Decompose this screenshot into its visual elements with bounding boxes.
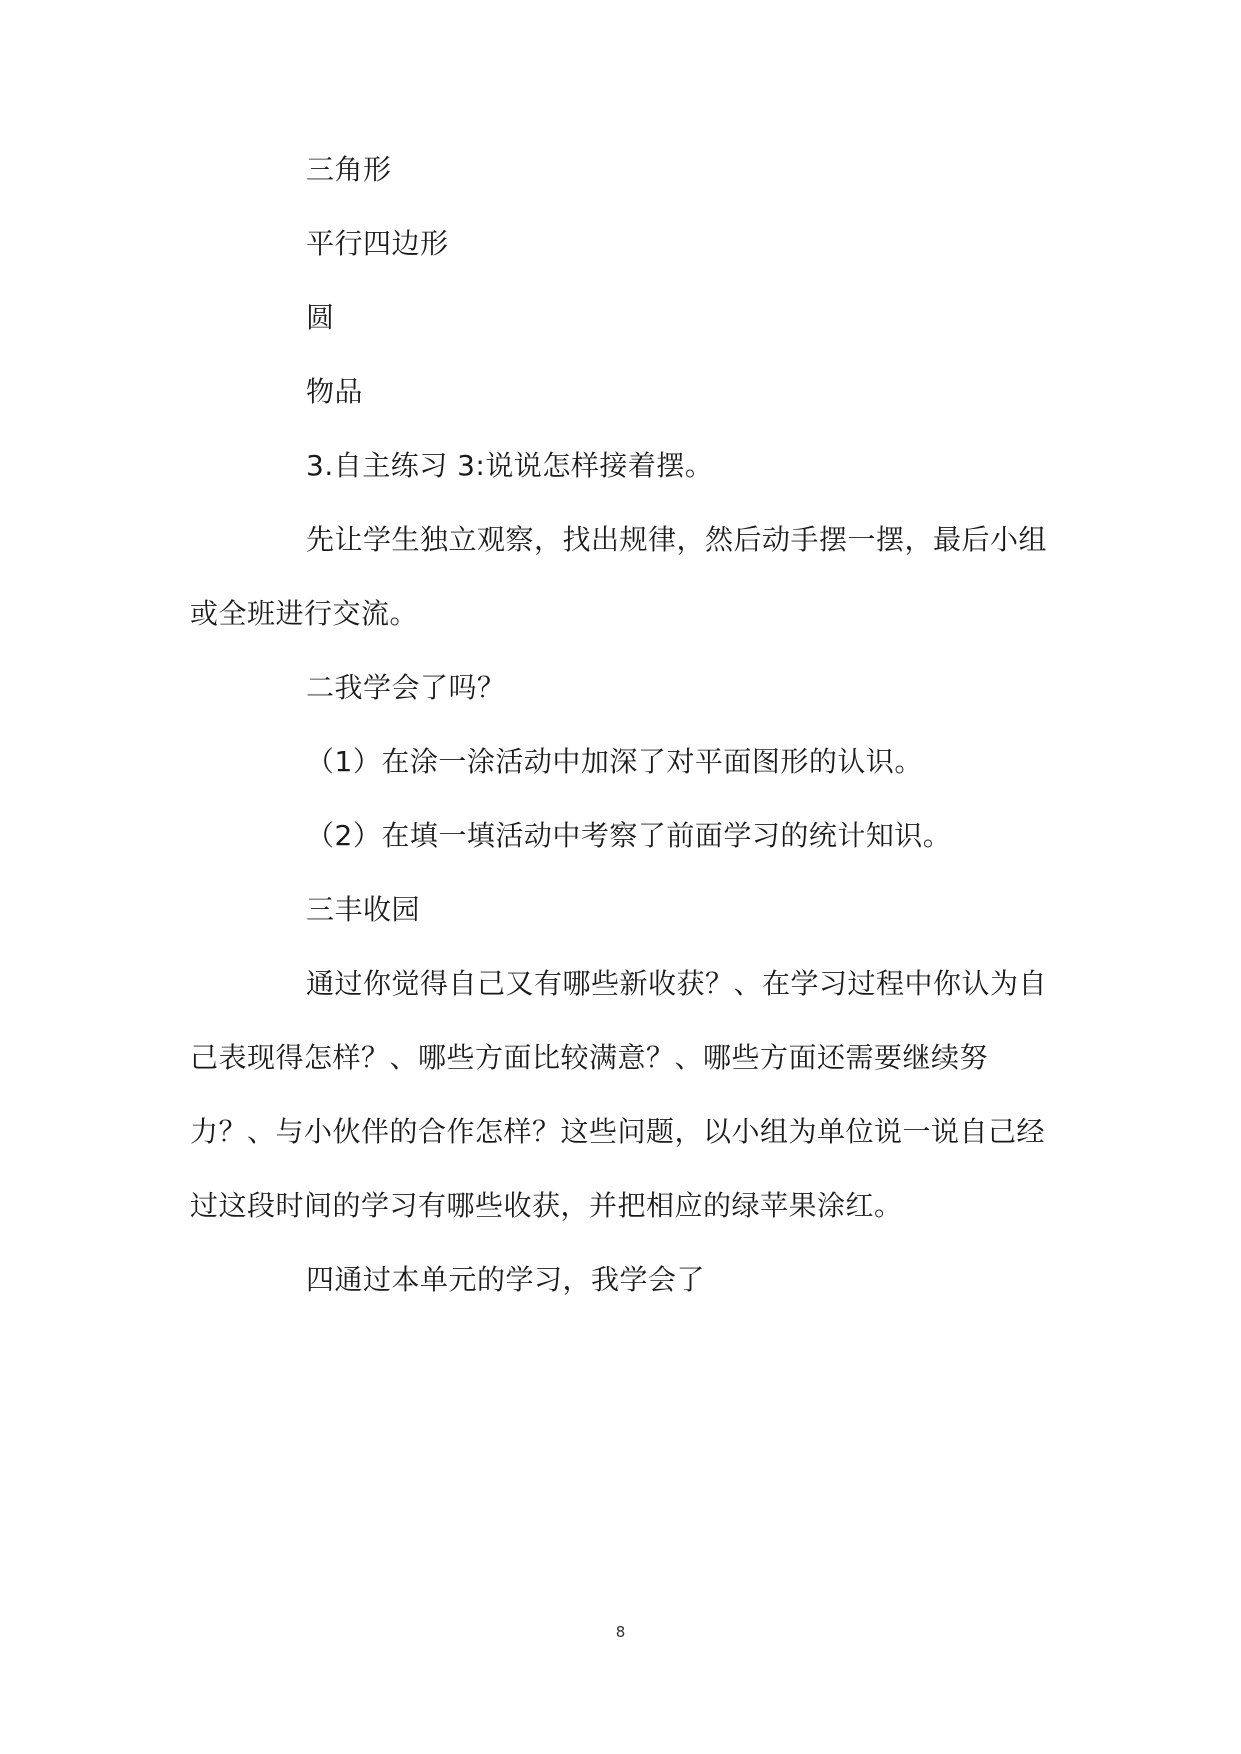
- paragraph-line: 先让学生独立观察，找出规律，然后动手摆一摆，最后小组: [306, 523, 1048, 556]
- section-heading: 二我学会了吗？: [306, 671, 506, 704]
- paragraph-line: 力？、与小伙伴的合作怎样？这些问题，以小组为单位说一说自己经: [190, 1115, 1046, 1148]
- text-line: 3.自主练习 3:说说怎样接着摆。: [306, 449, 714, 482]
- page-number: 8: [615, 1623, 626, 1641]
- section-heading: 三丰收园: [306, 893, 421, 926]
- text-line: 物品: [306, 375, 364, 408]
- paragraph-line: 己表现得怎样？、哪些方面比较满意？、哪些方面还需要继续努: [190, 1041, 989, 1074]
- section-heading: 四通过本单元的学习，我学会了: [306, 1263, 706, 1296]
- paragraph-line: 通过你觉得自己又有哪些新收获？、在学习过程中你认为自: [306, 967, 1048, 1000]
- paragraph-line: 或全班进行交流。: [190, 597, 419, 630]
- list-item: （1）在涂一涂活动中加深了对平面图形的认识。: [306, 745, 923, 778]
- paragraph-line: 过这段时间的学习有哪些收获，并把相应的绿苹果涂红。: [190, 1189, 903, 1222]
- list-item: （2）在填一填活动中考察了前面学习的统计知识。: [306, 819, 952, 852]
- text-line: 圆: [306, 301, 335, 334]
- text-line: 三角形: [306, 153, 392, 186]
- text-line: 平行四边形: [306, 227, 449, 260]
